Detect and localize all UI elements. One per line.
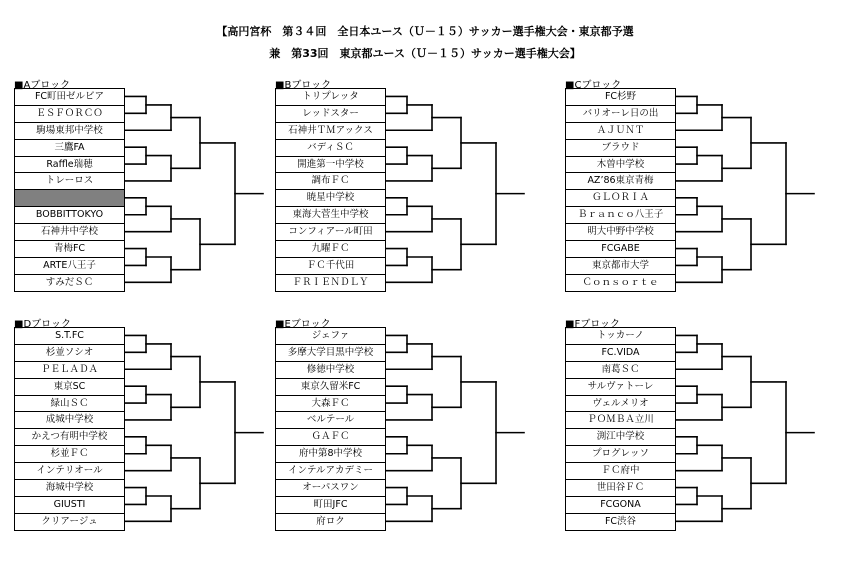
team-slot: ＦＣ府中	[565, 463, 676, 480]
team-slot: インテルアカデミー	[275, 463, 386, 480]
team-slot: Ｃｏｎｓｏｒｔｅ	[565, 275, 676, 292]
team-slot: インテリオール	[14, 463, 125, 480]
team-slot: 修徳中学校	[275, 362, 386, 379]
team-slot: 開進第一中学校	[275, 157, 386, 174]
block-c	[565, 76, 821, 286]
team-slot: Raffle瑞穂	[14, 157, 125, 174]
team-slot: かえつ有明中学校	[14, 429, 125, 446]
team-slot: ブラウド	[565, 140, 676, 157]
team-slot: S.T.FC	[14, 328, 125, 345]
team-slot: オーパスワン	[275, 480, 386, 497]
team-slot: 成城中学校	[14, 412, 125, 429]
team-slot: 南葛ＳＣ	[565, 362, 676, 379]
block-c-team-list	[565, 88, 676, 292]
team-slot: 杉並ソシオ	[14, 345, 125, 362]
block-a	[14, 76, 270, 286]
team-slot: 渕江中学校	[565, 429, 676, 446]
block-a-label: ■Aブロック	[14, 80, 71, 91]
team-slot: 駒場東邦中学校	[14, 123, 125, 140]
team-slot: 府中第8中学校	[275, 446, 386, 463]
block-d-bracket	[125, 327, 270, 532]
team-slot: 東京久留米FC	[275, 379, 386, 396]
team-slot: 町田JFC	[275, 497, 386, 514]
team-slot: FC.VIDA	[565, 345, 676, 362]
team-slot: トレーロス	[14, 173, 125, 190]
block-f-label: ■Fブロック	[565, 319, 621, 330]
team-slot: ARTE八王子	[14, 258, 125, 275]
team-slot: 東京SC	[14, 379, 125, 396]
team-slot: ＰＥＬＡＤＡ	[14, 362, 125, 379]
team-slot: 三鷹FA	[14, 140, 125, 157]
team-slot: 石神井中学校	[14, 224, 125, 241]
block-b	[275, 76, 531, 286]
team-slot: Ｂｒａｎｃｏ八王子	[565, 207, 676, 224]
block-e-bracket	[386, 327, 531, 532]
team-slot: 海城中学校	[14, 480, 125, 497]
team-slot: ヴェルメリオ	[565, 396, 676, 413]
team-slot: ＰＯＭＢＡ立川	[565, 412, 676, 429]
team-slot: クリアージュ	[14, 514, 125, 531]
team-slot: ＡＪＵＮＴ	[565, 123, 676, 140]
block-a-team-list	[14, 88, 125, 292]
block-f-bracket	[676, 327, 821, 532]
team-slot: 青梅FC	[14, 241, 125, 258]
team-slot: 緑山ＳＣ	[14, 396, 125, 413]
block-a-bracket	[125, 88, 270, 293]
team-slot: FC杉野	[565, 89, 676, 106]
team-slot: コンフィアール町田	[275, 224, 386, 241]
team-slot: AZ’86東京青梅	[565, 173, 676, 190]
title-line-1: 【高円宮杯 第３４回 全日本ユース（Ｕ－１５）サッカー選手権大会・東京都予選	[216, 25, 634, 38]
title-line-2: 兼 第33回 東京都ユース（Ｕ－１５）サッカー選手権大会】	[269, 47, 581, 60]
block-f	[565, 315, 821, 525]
team-slot: GIUSTI	[14, 497, 125, 514]
team-slot: FC渋谷	[565, 514, 676, 531]
team-slot: ＧＡＦＣ	[275, 429, 386, 446]
block-d-team-list	[14, 327, 125, 531]
team-slot: トリプレッタ	[275, 89, 386, 106]
block-e-label: ■Eブロック	[275, 319, 331, 330]
team-slot: 世田谷ＦＣ	[565, 480, 676, 497]
team-slot: バリオーレ日の出	[565, 106, 676, 123]
block-d	[14, 315, 270, 525]
team-slot: 府ロク	[275, 514, 386, 531]
team-slot: ＦＲＩＥＮＤＬＹ	[275, 275, 386, 292]
block-b-bracket	[386, 88, 531, 293]
team-slot: すみだＳＣ	[14, 275, 125, 292]
team-slot: 調布ＦＣ	[275, 173, 386, 190]
team-slot: ジェファ	[275, 328, 386, 345]
team-slot: バディＳＣ	[275, 140, 386, 157]
team-slot: FCGABE	[565, 241, 676, 258]
block-d-label: ■Dブロック	[14, 319, 71, 330]
team-slot	[14, 190, 125, 207]
team-slot: サルヴァトーレ	[565, 379, 676, 396]
block-c-label: ■Cブロック	[565, 80, 622, 91]
team-slot: 杉並ＦＣ	[14, 446, 125, 463]
team-slot: ベルテール	[275, 412, 386, 429]
block-b-label: ■Bブロック	[275, 80, 332, 91]
team-slot: BOBBITTOKYO	[14, 207, 125, 224]
block-b-team-list	[275, 88, 386, 292]
team-slot: ＧＬＯＲＩＡ	[565, 190, 676, 207]
team-slot: ＥＳＦＯＲＣＯ	[14, 106, 125, 123]
team-slot: FCGONA	[565, 497, 676, 514]
team-slot: 多摩大学目黒中学校	[275, 345, 386, 362]
team-slot: 木曽中学校	[565, 157, 676, 174]
team-slot: 大森ＦＣ	[275, 396, 386, 413]
team-slot: FC町田ゼルビア	[14, 89, 125, 106]
team-slot: レッドスター	[275, 106, 386, 123]
team-slot: 東海大菅生中学校	[275, 207, 386, 224]
block-e-team-list	[275, 327, 386, 531]
team-slot: プログレッソ	[565, 446, 676, 463]
team-slot: トッカーノ	[565, 328, 676, 345]
team-slot: 東京都市大学	[565, 258, 676, 275]
block-f-team-list	[565, 327, 676, 531]
team-slot: ＦＣ千代田	[275, 258, 386, 275]
block-e	[275, 315, 531, 525]
team-slot: 明大中野中学校	[565, 224, 676, 241]
team-slot: 暁星中学校	[275, 190, 386, 207]
block-c-bracket	[676, 88, 821, 293]
team-slot: 九曜ＦＣ	[275, 241, 386, 258]
team-slot: 石神井ＴＭアックス	[275, 123, 386, 140]
